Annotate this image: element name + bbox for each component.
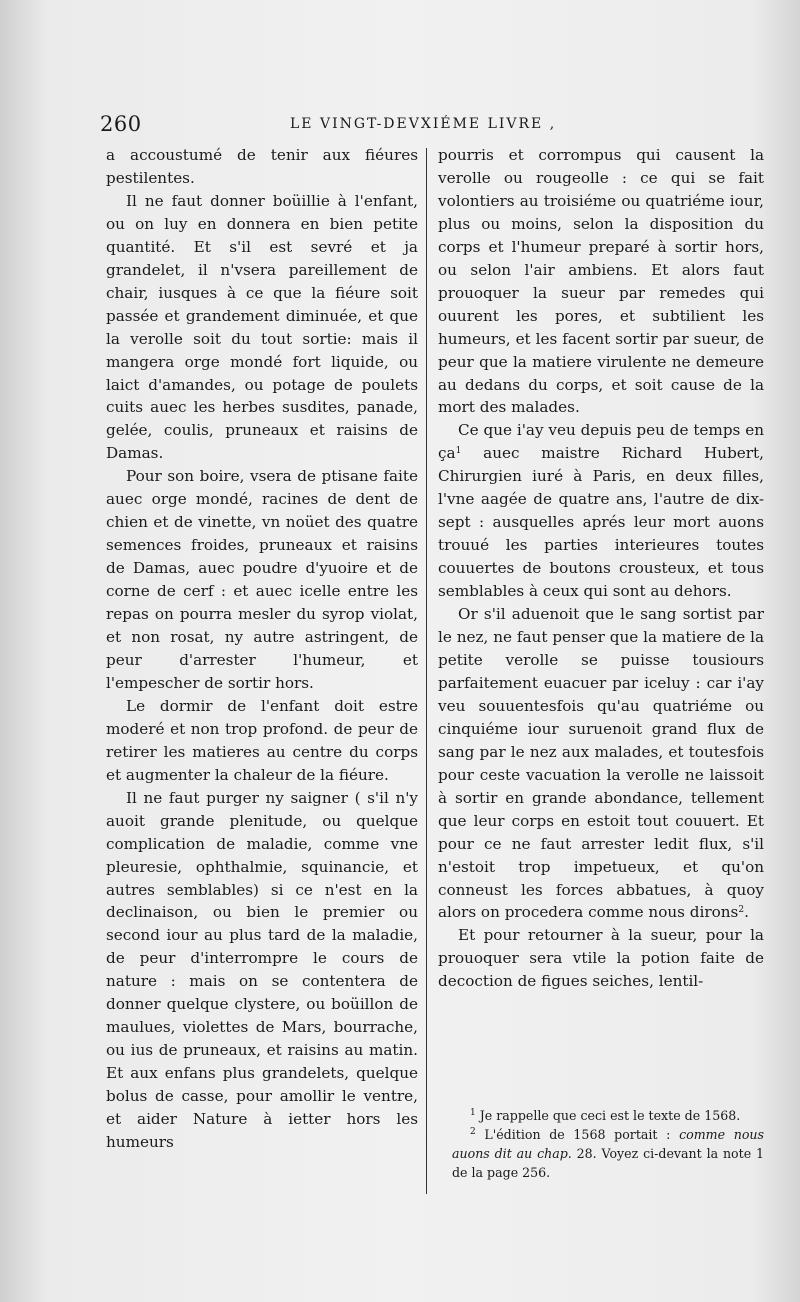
paragraph: Pour son boire, vsera de ptisane faite auec orge mondé, racines de dent de chien et de vinette, vn noüet des quatre semences froides, pruneaux et raisins de Damas, auec poudre d'yuoire et de corne de cerf : et auec icelle entre les repas on pourra mesler du syrop violat, et non rosat, ny autre astringent, de peur d'arrester l'humeur, et l'empescher de sortir hors.: [106, 467, 418, 692]
footnote-1: [452, 1106, 764, 1125]
left-column: [106, 144, 418, 1154]
paragraph-text: .: [744, 903, 749, 922]
running-title: LE VINGT-DEVXIÉME LIVRE ,: [290, 116, 557, 132]
footnote-text: Je rappelle que ceci est le texte de 1568.: [475, 1108, 741, 1123]
footnote-number: 1: [470, 1108, 476, 1118]
paragraph-text: Ce que i'ay veu depuis peu de temps en ça: [438, 421, 764, 463]
right-column: [438, 144, 764, 993]
paragraph: Et pour retourner à la sueur, pour la prouoquer sera vtile la potion faite de decoction de figues seiches, lentil-: [438, 926, 764, 991]
paragraph: Il ne faut donner boüillie à l'enfant, ou on luy en donnera en bien petite quantité. Et s'il est sevré et ja grandelet, il n'vsera pareillement de chair, iusques à ce que la fiéure soit passée et grandement diminuée, et que la verolle soit du tout sortie: mais il mangera orge mondé fort liquide, ou laict d'amandes, ou potage de poulets cuits auec les herbes susdites, panade, gelée, coulis, pruneaux et raisins de Damas.: [106, 191, 418, 463]
paragraph: [438, 603, 764, 924]
paragraph: Le dormir de l'enfant doit estre moderé et non trop profond. de peur de retirer les matieres au centre du corps et augmenter la chaleur de la fiéure.: [106, 696, 418, 784]
column-divider: [426, 148, 427, 1194]
footnote-2: [452, 1125, 764, 1182]
paragraph-text: auec maistre Richard Hubert, Chirurgien iuré à Paris, en deux filles, l'vne aagée de quatre ans, l'autre de dix-sept : ausquelles aprés leur mort auons trouué les parties interieures toutes couuertes de boutons crousteux, et tous semblables à ceux qui sont au dehors.: [438, 444, 764, 601]
paragraph: [438, 419, 764, 603]
footnote-text: 28. Voyez ci-devant la note 1 de la page 256.: [452, 1146, 765, 1180]
footnote-ref-2[interactable]: 2: [738, 905, 745, 916]
paragraph: pourris et corrompus qui causent la verolle ou rougeolle : ce qui se fait volontiers au troisiéme ou quatriéme iour, plus ou moins, selon la disposition du corps et l'humeur preparé à sortir hors, ou selon l'air ambiens. Et alors faut prouoquer la sueur par remedes qui ouurent les pores, et subtilient les humeurs, et les facent sortir par sueur, de peur que la matiere virulente ne demeure au dedans du corps, et soit cause de la mort des malades.: [438, 146, 764, 417]
paragraph: a accoustumé de tenir aux fiéures pestilentes.: [106, 146, 418, 187]
page-header: [100, 112, 760, 142]
page-number: 260: [100, 112, 142, 136]
footnote-text: L'édition de 1568 portait :: [475, 1127, 680, 1142]
footnotes: [452, 1106, 764, 1182]
paragraph-text: Or s'il aduenoit que le sang sortist par le nez, ne faut penser que la matiere de la petite verolle se puisse tousiours parfaitement euacuer par iceluy : car i'ay veu souuentesfois qu'au quatriéme ou cinquiéme iour suruenoit grand flux de sang par le nez aux malades, et toutesfois pour ceste vacuation la verolle ne laissoit à sortir en grande abondance, tellement que leur corps en estoit tout couuert. Et pour ce ne faut arrester ledit flux, s'il n'estoit trop impetueux, et qu'on conneust les forces abbatues, à quoy alors on procedera comme nous dirons: [438, 605, 764, 922]
footnote-ref-1[interactable]: 1: [455, 446, 462, 457]
footnote-italic-text: comme nous auons dit au chap.: [452, 1127, 764, 1161]
footnote-number: 2: [470, 1127, 476, 1137]
paragraph: Il ne faut purger ny saigner ( s'il n'y auoit grande plenitude, ou quelque complication de maladie, comme vne pleuresie, ophthalmie, squinancie, et autres semblables) si ce n'est en la declinaison, ou bien le premier ou second iour au plus tard de la maladie, de peur d'interrompre le cours de nature : mais on se contentera de donner quelque clystere, ou boüillon de maulues, violettes de Mars, bourrache, ou ius de pruneaux, et raisins au matin. Et aux enfans plus grandelets, quelque bolus de casse, pour amollir le ventre, et aider Nature à ietter hors les humeurs: [106, 788, 418, 1151]
